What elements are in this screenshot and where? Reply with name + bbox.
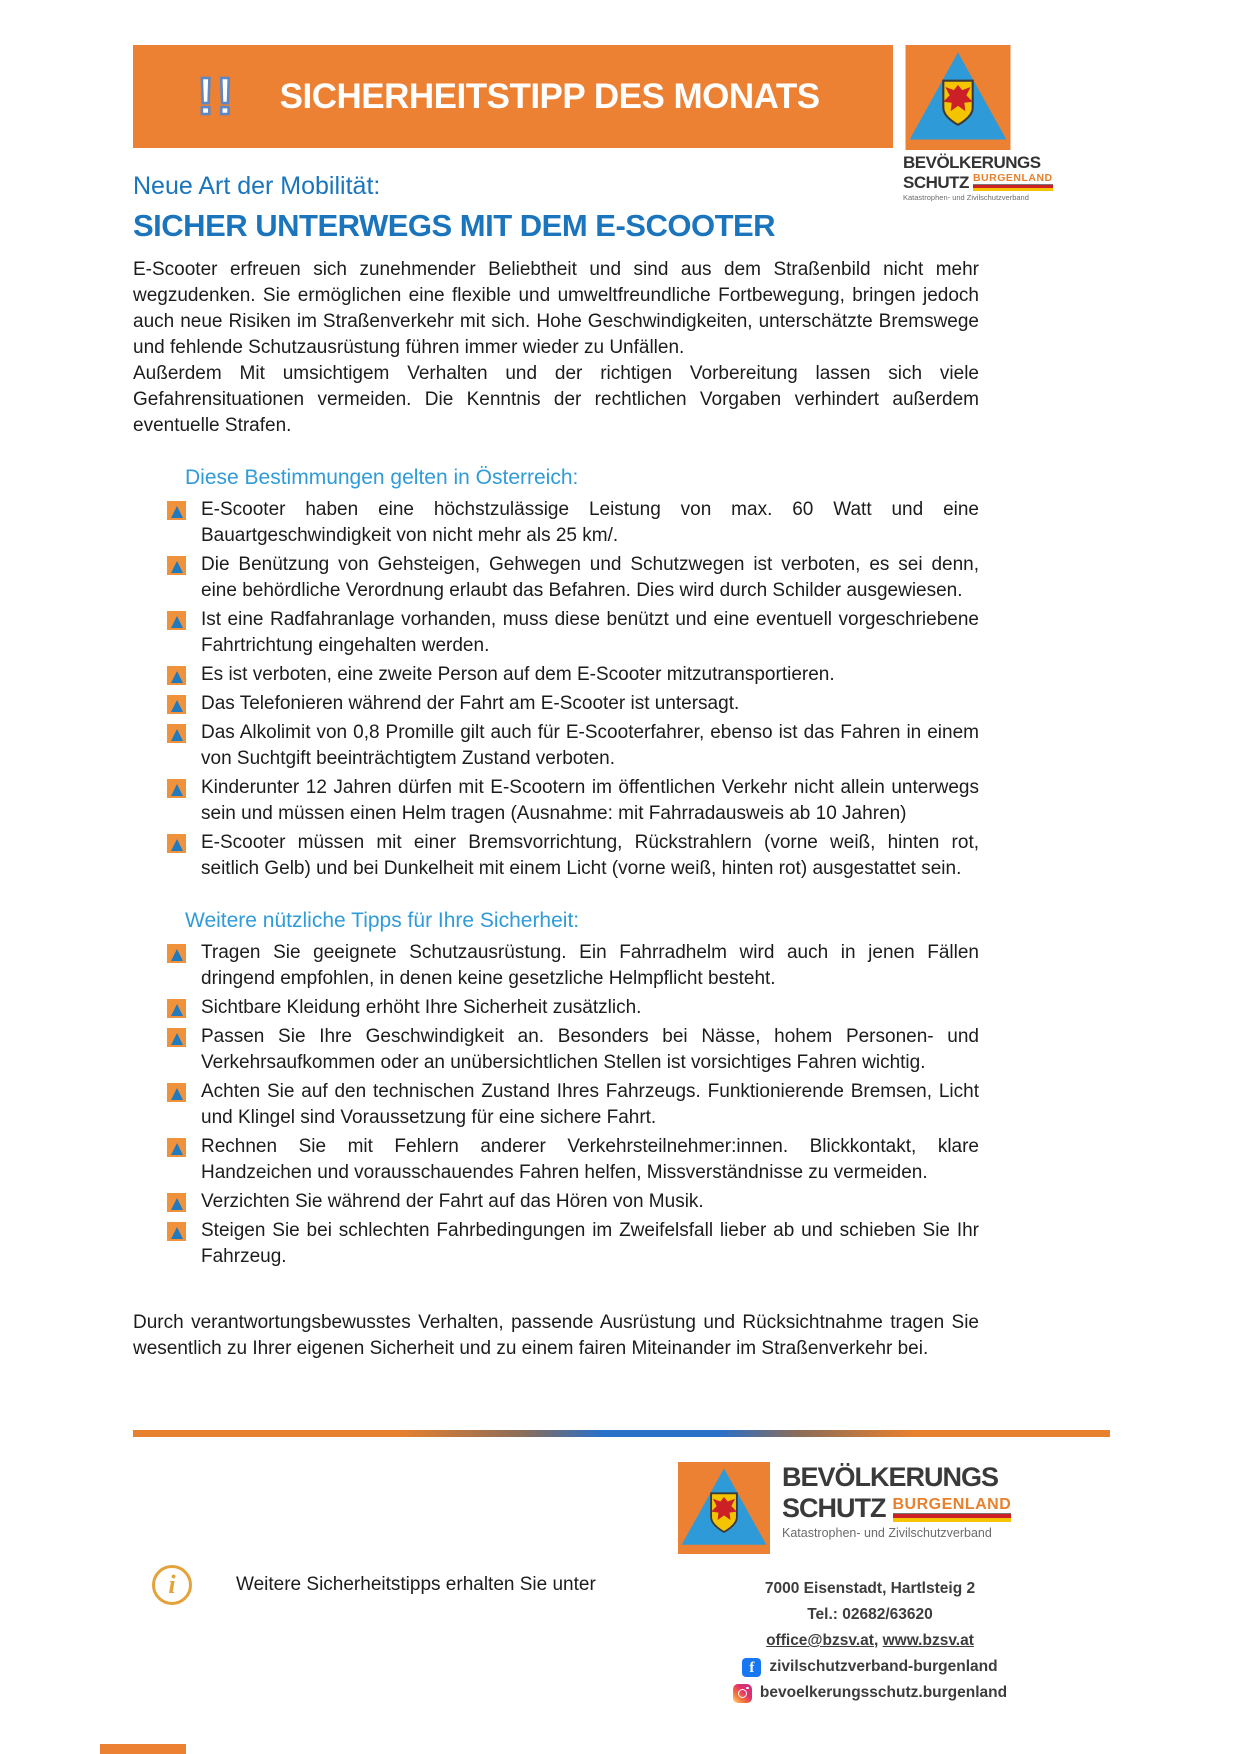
list-item (133, 1218, 979, 1270)
org-region-label: BURGENLAND (972, 172, 1053, 184)
document-body (133, 172, 979, 1362)
org-logo-wordmark (782, 1462, 1011, 1540)
triangle-bullet-icon (167, 1138, 186, 1157)
list-item-text: Verzichten Sie während der Fahrt auf das Hören von Musik. (201, 1191, 704, 1212)
org-subtitle: Katastrophen- und Zivilschutzverband (782, 1526, 992, 1540)
triangle-bullet-icon (167, 611, 186, 630)
list-item-text: Steigen Sie bei schlechten Fahrbedingungen im Zweifelsfall lieber ab und schieben Sie Ihr Fahrzeug. (201, 1220, 979, 1267)
list-item-text: Sichtbare Kleidung erhöht Ihre Sicherheit zusätzlich. (201, 997, 642, 1018)
website-link[interactable]: www.bzsv.at (882, 1632, 974, 1649)
list-item (133, 1189, 979, 1215)
list-item-text: E-Scooter müssen mit einer Bremsvorrichtung, Rückstrahlern (vorne weiß, hinten rot, seitlich Gelb) und bei Dunkelheit mit einem Licht (vorne weiß, hinten rot) ausgestattet sein. (201, 832, 979, 879)
org-name-line1: BEVÖLKERUNGS (903, 153, 1041, 172)
closing-paragraph: Durch verantwortungsbewusstes Verhalten, passende Ausrüstung und Rücksichtnahme tragen Sie wesentlich zu Ihrer eigenen Sicherheit und zu einem fairen Miteinander im Straßenverkehr bei. (133, 1312, 979, 1359)
org-region-label: BURGENLAND (892, 1496, 1012, 1513)
list-item (133, 830, 979, 882)
list-item (133, 662, 979, 688)
list-item (133, 1079, 979, 1131)
list-item (133, 1024, 979, 1076)
list-item (133, 691, 979, 717)
triangle-bullet-icon (167, 1083, 186, 1102)
instagram-icon (733, 1684, 752, 1703)
triangle-bullet-icon (167, 666, 186, 685)
list-item (133, 1134, 979, 1186)
phone-line: Tel.: 02682/63620 (807, 1606, 933, 1623)
list-item-text: Rechnen Sie mit Fehlern anderer Verkehrsteilnehmer:innen. Blickkontakt, klare Handzeichen und vorausschauendes Fahren helfen, Missverständnisse zu vermeiden. (201, 1136, 979, 1183)
address-line: 7000 Eisenstadt, Hartlsteig 2 (764, 1580, 976, 1597)
intro-paragraph-2: Außerdem Mit umsichtigem Verhalten und der richtigen Vorbereitung lassen sich viele Gefahrensituationen vermeiden. Die Kenntnis der rechtlichen Vorgaben verhindert außerdem eventuelle Strafen. (133, 363, 979, 436)
info-text: Weitere Sicherheitstipps erhalten Sie unter (236, 1574, 596, 1595)
list-item-text: Ist eine Radfahranlage vorhanden, muss diese benützt und eine eventuell vorgeschriebene Fahrtrichtung eingehalten werden. (201, 609, 979, 656)
list-item-text: Das Telefonieren während der Fahrt am E-Scooter ist untersagt. (201, 693, 740, 714)
section-heading-tips: Weitere nützliche Tipps für Ihre Sicherheit: (185, 909, 580, 932)
facebook-row (640, 1654, 1100, 1680)
email-link[interactable]: office@bzsv.at (766, 1632, 874, 1649)
list-item-text: Tragen Sie geeignete Schutzausrüstung. Ein Fahrradhelm wird auch in jenen Fällen dringend empfohlen, in denen keine gesetzliche Helmpflicht besteht. (201, 942, 979, 989)
gradient-divider (133, 1430, 1110, 1437)
facebook-icon (742, 1658, 761, 1677)
triangle-bullet-icon (167, 556, 186, 575)
org-name-line2: SCHUTZ (782, 1493, 886, 1523)
instagram-row (640, 1680, 1100, 1706)
bottom-orange-strip (100, 1744, 186, 1754)
org-name-line2: SCHUTZ (903, 172, 969, 192)
list-item (133, 607, 979, 659)
triangle-bullet-icon (167, 1222, 186, 1241)
civil-protection-emblem-icon (903, 45, 1013, 150)
regulations-list (133, 497, 979, 882)
double-exclamation-icon: !! (197, 67, 236, 126)
civil-protection-emblem-icon (678, 1462, 770, 1554)
list-item-text: Es ist verboten, eine zweite Person auf dem E-Scooter mitzutransportieren. (201, 664, 835, 685)
triangle-bullet-icon (167, 695, 186, 714)
org-name-line1: BEVÖLKERUNGS (782, 1462, 999, 1492)
flag-stripe-yellow (893, 1518, 1012, 1522)
facebook-handle[interactable]: zivilschutzverband-burgenland (769, 1658, 998, 1675)
list-item-text: Das Alkolimit von 0,8 Promille gilt auch für E-Scooterfahrer, ebenso ist das Fahren in einem von Suchtgift beeinträchtigtem Zustand verboten. (201, 722, 979, 769)
flag-stripe-yellow (973, 188, 1053, 191)
header-banner (133, 45, 893, 148)
org-subtitle: Katastrophen- und Zivilschutzverband (903, 192, 1029, 202)
intro-paragraph-1: E-Scooter erfreuen sich zunehmender Beliebtheit und sind aus dem Straßenbild nicht mehr wegzudenken. Sie ermöglichen eine flexible und umweltfreundliche Fortbewegung, bringen jedoch auch neue Risiken im Straßenverkehr mit sich. Hohe Geschwindigkeiten, unterschätzte Bremswege und fehlende Schutzausrüstung führen immer wieder zu Unfällen. (133, 259, 979, 358)
list-item-text: Passen Sie Ihre Geschwindigkeit an. Besonders bei Nässe, hohem Personen- und Verkehrsaufkommen oder an unübersichtlichen Stellen ist vorsichtiges Fahren wichtig. (201, 1026, 979, 1073)
links-line (640, 1628, 1100, 1654)
triangle-bullet-icon (167, 724, 186, 743)
link-separator: , (873, 1632, 883, 1649)
triangle-bullet-icon (167, 501, 186, 520)
list-item-text: Kinderunter 12 Jahren dürfen mit E-Scootern im öffentlichen Verkehr nicht allein unterwegs sein und müssen einen Helm tragen (Ausnahme: mit Fahrradausweis ab 10 Jahren) (201, 777, 979, 824)
triangle-bullet-icon (167, 944, 186, 963)
section-heading-regulations: Diese Bestimmungen gelten in Österreich: (185, 466, 579, 489)
safety-tips-list (133, 940, 979, 1270)
list-item (133, 775, 979, 827)
page-title: SICHER UNTERWEGS MIT DEM E-SCOOTER (133, 208, 776, 243)
triangle-bullet-icon (167, 834, 186, 853)
triangle-bullet-icon (167, 999, 186, 1018)
list-item (133, 995, 979, 1021)
org-logo-footer (678, 1462, 1011, 1554)
triangle-bullet-icon (167, 1028, 186, 1047)
list-item (133, 940, 979, 992)
banner-title: SICHERHEITSTIPP DES MONATS (279, 76, 820, 116)
triangle-bullet-icon (167, 779, 186, 798)
list-item-text: E-Scooter haben eine höchstzulässige Leistung von max. 60 Watt und eine Bauartgeschwindigkeit von nicht mehr als 25 km/. (201, 499, 979, 546)
list-item-text: Achten Sie auf den technischen Zustand Ihres Fahrzeugs. Funktionierende Bremsen, Licht und Klingel sind Voraussetzung für eine sichere Fahrt. (201, 1081, 979, 1128)
contact-block (640, 1576, 1100, 1706)
list-item (133, 497, 979, 549)
list-item-text: Die Benützung von Gehsteigen, Gehwegen und Schutzwegen ist verboten, es sei denn, eine behördliche Verordnung erlaubt das Befahren. Dies wird durch Schilder ausgewiesen. (201, 554, 979, 601)
instagram-handle[interactable]: bevoelkerungsschutz.burgenland (759, 1684, 1008, 1701)
list-item (133, 552, 979, 604)
kicker-heading: Neue Art der Mobilität: (133, 172, 381, 200)
info-icon (152, 1565, 192, 1605)
triangle-bullet-icon (167, 1193, 186, 1212)
info-row (152, 1565, 596, 1605)
list-item (133, 720, 979, 772)
